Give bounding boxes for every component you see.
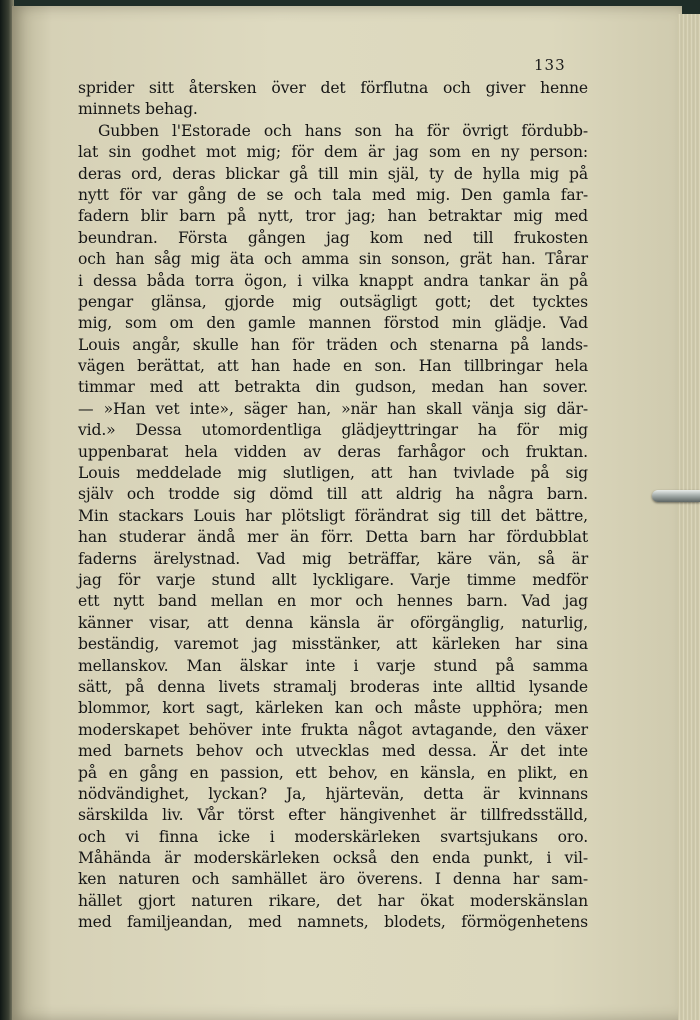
text-line: pengar glänsa, gjorde mig outsägligt gott; det tycktes bbox=[78, 292, 588, 311]
text-line: beundran. Första gången jag kom ned till frukosten bbox=[78, 228, 588, 247]
text-line: själv och trodde sig dömd till att aldrig ha några barn. bbox=[78, 485, 588, 504]
text-line: med familjeandan, med namnets, blodets, förmögenhetens bbox=[78, 913, 588, 932]
text-line: Måhända är moderskärleken också den enda punkt, i vil- bbox=[78, 849, 588, 868]
text-line: mig, som om den gamle mannen förstod min glädje. Vad bbox=[78, 314, 588, 333]
page-stack-edge bbox=[678, 14, 700, 1020]
text-line: moderskapet behöver inte frukta något avtagande, den växer bbox=[78, 720, 588, 739]
text-line: i dessa båda torra ögon, i vilka knappt andra tankar än på bbox=[78, 271, 588, 290]
text-line: vid.» Dessa utomordentliga glädjeyttringar ha för mig bbox=[78, 421, 588, 440]
text-line: och vi finna icke i moderskärleken svartsjukans oro. bbox=[78, 827, 588, 846]
bookmark-clip-icon bbox=[652, 490, 700, 502]
text-line: blommor, kort sagt, kärleken kan och måste upphöra; men bbox=[78, 699, 588, 718]
text-line: Louis meddelade mig slutligen, att han tvivlade på sig bbox=[78, 464, 588, 483]
text-line: lat sin godhet mot mig; för dem är jag som en ny person: bbox=[78, 143, 588, 162]
text-line: vägen berättat, att han hade en son. Han tillbringar hela bbox=[78, 357, 588, 376]
text-line: deras ord, deras blickar gå till min själ, ty de hylla mig på bbox=[78, 164, 588, 183]
text-line: på en gång en passion, ett behov, en känsla, en plikt, en bbox=[78, 763, 588, 782]
text-line: nödvändighet, lyckan? Ja, hjärtevän, detta är kvinnans bbox=[78, 784, 588, 803]
text-line: hället gjort naturen rikare, det har ökat moderskänslan bbox=[78, 891, 588, 910]
text-line: han studerar ändå mer än förr. Detta barn har fördubblat bbox=[78, 528, 588, 547]
text-line: fadern blir barn på nytt, tror jag; han betraktar mig med bbox=[78, 207, 588, 226]
text-line: Gubben l'Estorade och hans son ha för övrigt fördubb- bbox=[98, 121, 588, 140]
text-line: sprider sitt återsken över det förflutna och giver henne bbox=[78, 79, 588, 97]
text-line: faderns ärelystnad. Vad mig beträffar, käre vän, så är bbox=[78, 549, 588, 568]
text-line: minnets behag. bbox=[78, 100, 198, 119]
body-text bbox=[78, 78, 588, 934]
text-line: och han såg mig äta och amma sin sonson, grät han. Tårar bbox=[78, 250, 588, 269]
text-line: jag för varje stund allt lyckligare. Varje timme medför bbox=[78, 570, 588, 589]
text-line: ett nytt band mellan en mor och hennes barn. Vad jag bbox=[78, 592, 588, 611]
text-line: ken naturen och samhället äro överens. I denna har sam- bbox=[78, 870, 588, 889]
text-line: med barnets behov och utvecklas med dessa. Är det inte bbox=[78, 742, 588, 761]
text-line: mellanskov. Man älskar inte i varje stund på samma bbox=[78, 656, 588, 675]
text-line: särskilda liv. Vår törst efter hängivenhet är tillfredsställd, bbox=[78, 806, 588, 825]
text-line: timmar med att betrakta din gudson, medan han sover. bbox=[78, 378, 588, 397]
text-line: uppenbarat hela vidden av deras farhågor och fruktan. bbox=[78, 442, 588, 461]
text-line: — »Han vet inte», säger han, »när han skall vänja sig där- bbox=[78, 399, 588, 418]
text-line: sätt, på denna livets stramalj broderas inte alltid lysande bbox=[78, 677, 588, 696]
text-line: känner visar, att denna känsla är oförgänglig, naturlig, bbox=[78, 613, 588, 632]
text-line: Louis angår, skulle han för träden och stenarna på lands- bbox=[78, 335, 588, 354]
page-number: 133 bbox=[534, 56, 566, 74]
text-line: beständig, varemot jag misstänker, att kärleken har sina bbox=[78, 635, 588, 654]
text-line: Min stackars Louis har plötsligt förändrat sig till det bättre, bbox=[78, 506, 588, 525]
text-line: nytt för var gång de se och tala med mig. Den gamla far- bbox=[78, 185, 588, 204]
